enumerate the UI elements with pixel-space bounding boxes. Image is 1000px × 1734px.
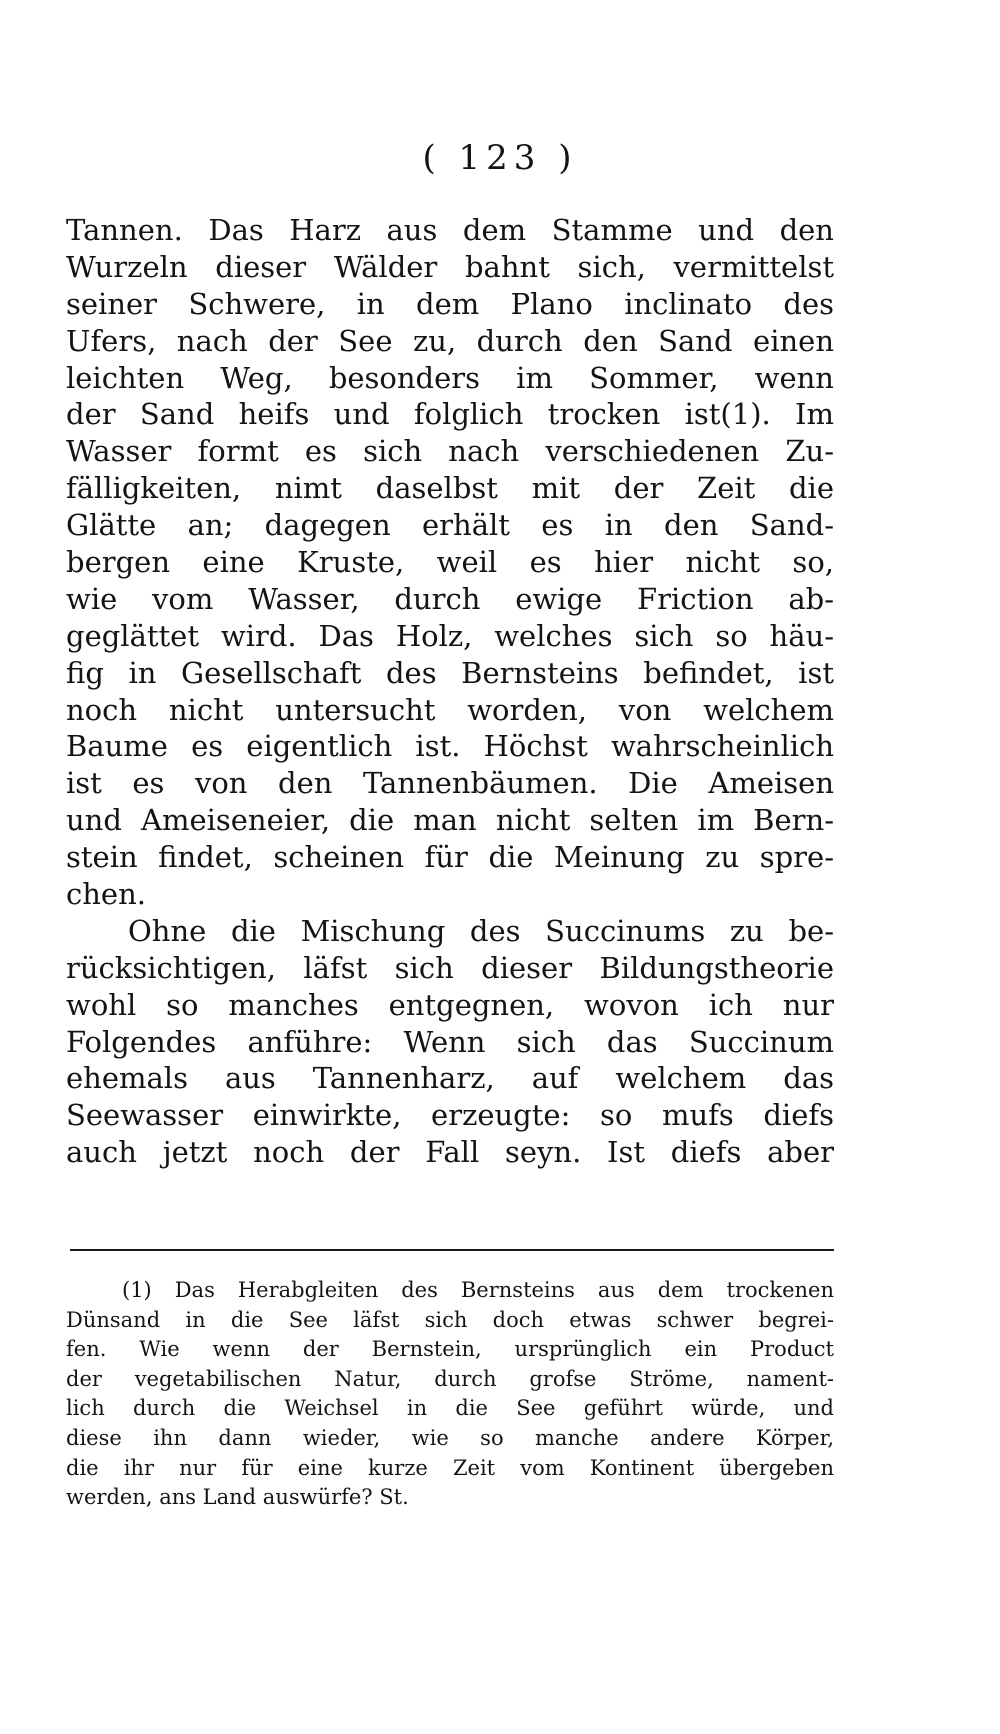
text-line: der Sand heifs und folglich trocken ist(1). Im [66,397,834,432]
paragraph-start-line: Ohne die Mischung des Succinums zu be- [128,913,834,948]
text-line: rücksichtigen, läfst sich dieser Bildungstheorie [66,950,834,985]
text-line: ist es von den Tannenbäumen. Die Ameisen [66,766,834,801]
text-line: und Ameiseneier, die man nicht selten im Bern- [66,803,834,838]
footnote-line: (1) Das Herabgleiten des Bernsteins aus dem trockenen [122,1278,834,1302]
text-line: wie vom Wasser, durch ewige Friction ab- [66,581,834,616]
text-line: noch nicht untersucht worden, von welchem [66,692,834,727]
text-line: wohl so manches entgegnen, wovon ich nur [66,987,834,1022]
main-text [66,212,834,1171]
footnote [66,1276,834,1513]
page-number: ( 123 ) [422,138,578,178]
text-line: leichten Weg, besonders im Sommer, wenn [66,360,834,395]
text-line: Tannen. Das Harz aus dem Stamme und den [66,213,834,247]
text-line: Baume es eigentlich ist. Höchst wahrscheinlich [66,729,834,764]
text-line: seiner Schwere, in dem Plano inclinato des [66,286,834,321]
text-line: Seewasser einwirkte, erzeugte: so mufs diefs [66,1098,834,1133]
text-line: fälligkeiten, nimt daselbst mit der Zeit die [66,471,834,506]
footnote-line: der vegetabilischen Natur, durch grofse Ströme, nament- [66,1366,834,1391]
text-line: Folgendes anführe: Wenn sich das Succinum [66,1024,834,1059]
footnote-line: fen. Wie wenn der Bernstein, ursprünglich ein Product [66,1337,834,1362]
text-line: Wasser formt es sich nach verschiedenen Zu- [66,434,834,469]
text-line: Glätte an; dagegen erhält es in den Sand- [66,508,834,543]
text-line: auch jetzt noch der Fall seyn. Ist diefs aber [66,1135,834,1170]
footnote-line: lich durch die Weichsel in die See geführt würde, und [66,1396,834,1421]
text-line: Wurzeln dieser Wälder bahnt sich, vermittelst [66,249,834,284]
footnote-line: die ihr nur für eine kurze Zeit vom Kontinent übergeben [66,1455,834,1480]
text-line: Ufers, nach der See zu, durch den Sand einen [66,323,834,358]
text-line: geglättet wird. Das Holz, welches sich so häu- [66,618,834,653]
text-line: bergen eine Kruste, weil es hier nicht so, [66,545,834,580]
text-line: stein findet, scheinen für die Meinung zu spre- [66,840,834,875]
footnote-line: werden, ans Land auswürfe? St. [66,1485,409,1510]
text-line: ehemals aus Tannenharz, auf welchem das [66,1061,834,1096]
footnote-line: diese ihn dann wieder, wie so manche andere Körper, [66,1425,834,1450]
text-line: fig in Gesellschaft des Bernsteins befindet, ist [66,655,834,690]
footnote-divider [70,1249,834,1251]
footnote-line: Dünsand in die See läfst sich doch etwas schwer begrei- [66,1307,834,1332]
text-line: chen. [66,877,146,912]
